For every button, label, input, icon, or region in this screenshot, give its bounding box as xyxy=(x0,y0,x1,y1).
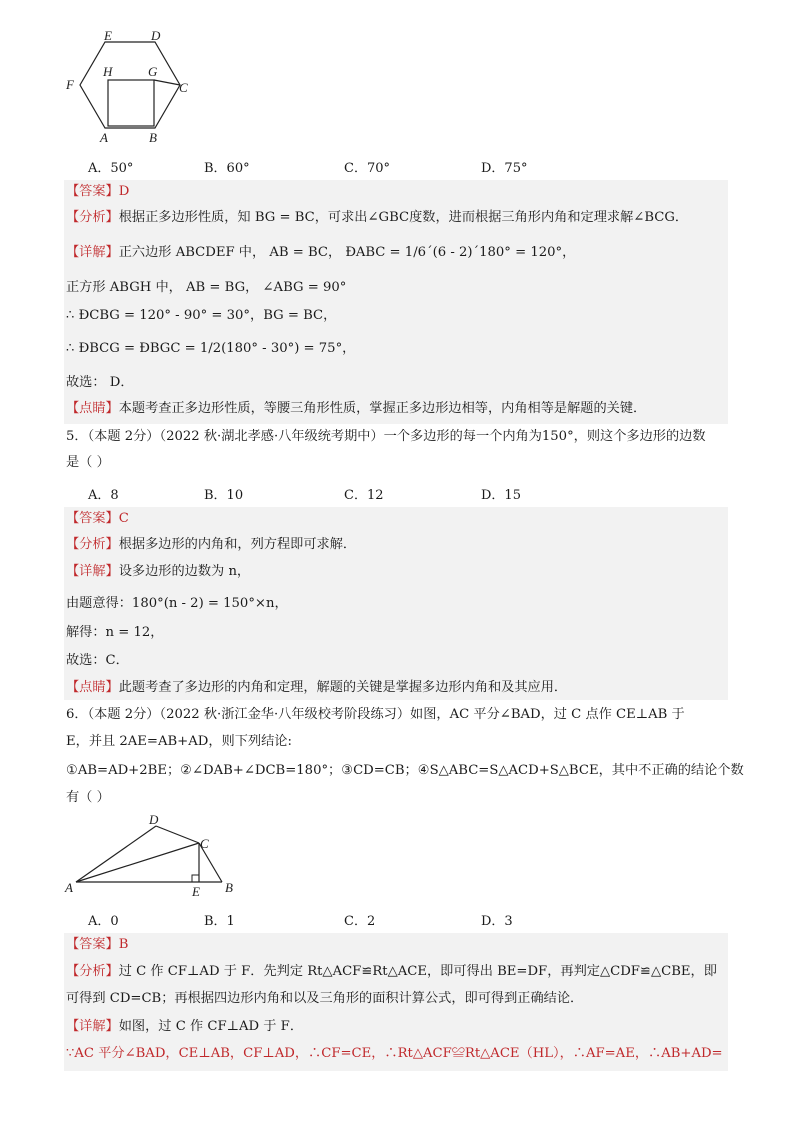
q5-choose: 故选：C． xyxy=(66,653,129,668)
q6-detail-2: ∵AC 平分∠BAD，CE⊥AB，CF⊥AD，∴CF=CE，∴Rt△ACF≌Rt△ACE（HL），∴AF=AE，∴AB+AD= xyxy=(66,1046,723,1061)
q4-answer: 【答案】D xyxy=(66,184,130,199)
q6-option-c[interactable]: C．2 xyxy=(344,914,376,929)
label-e: E xyxy=(192,884,200,899)
label-b: B xyxy=(149,130,157,145)
q4-option-c[interactable]: C．70° xyxy=(344,161,390,176)
q6-analysis-2: 可得到 CD=CB；再根据四边形内角和以及三角形的面积计算公式，即可得到正确结论． xyxy=(66,991,584,1006)
q5-analysis-text: 根据多边形的内角和，列方程即可求解． xyxy=(118,537,357,552)
q6-analysis-1 xyxy=(66,963,717,981)
q5-stem-1: 5．（本题 2分）（2022 秋·湖北孝感·八年级统考期中）一个多边形的每一个内角为150°，则这个多边形的边数 xyxy=(66,429,706,444)
q6-stem-4: 有（ ） xyxy=(66,790,110,805)
q4-option-a[interactable]: A．50° xyxy=(88,161,134,176)
label-a: A xyxy=(65,880,73,895)
q6-stem-3: ①AB=AD+2BE；②∠DAB+∠DCB=180°；③CD=CB；④S△ABC=S△ACD+S△BCE，其中不正确的结论个数 xyxy=(66,763,744,778)
label-g: G xyxy=(148,64,158,79)
q4-comment-text: 本题考查正多边形性质，等腰三角形性质，掌握正多边形边相等，内角相等是解题的关键． xyxy=(118,401,647,416)
label-c: C xyxy=(200,836,209,851)
segment-ac xyxy=(76,843,199,882)
segment-gc xyxy=(154,80,180,85)
label-d: D xyxy=(149,812,159,827)
q6-options xyxy=(88,910,728,928)
q5-comment xyxy=(66,679,567,697)
q4-detail-4: ∴ ÐBCG = ÐBGC = 1/2(180° - 30°) = 75°， xyxy=(66,341,356,356)
q4-comment-tag: 【点睛】 xyxy=(66,401,119,416)
label-h: H xyxy=(103,64,113,79)
q4-option-d[interactable]: D．75° xyxy=(481,161,528,176)
q4-comment xyxy=(66,400,646,418)
segment-dc xyxy=(156,826,199,843)
q5-detail-1-text: 设多边形的边数为 n， xyxy=(118,564,251,579)
label-d: D xyxy=(151,28,161,43)
triangle-figure xyxy=(60,810,250,900)
q5-detail-2: 由题意得：180°(n - 2) = 150°×n， xyxy=(66,596,288,611)
q5-comment-text: 此题考查了多边形的内角和定理，解题的关键是掌握多边形内角和及其应用． xyxy=(118,680,568,695)
q4-options xyxy=(88,157,728,175)
q4-detail-1 xyxy=(66,244,575,262)
q5-options xyxy=(88,484,728,502)
q4-detail-2: 正方形 ABGH 中， AB = BG， ∠ABG = 90° xyxy=(66,280,347,295)
q6-option-b[interactable]: B．1 xyxy=(204,914,235,929)
q5-analysis xyxy=(66,536,356,554)
square-abgh xyxy=(108,80,154,126)
label-b: B xyxy=(225,880,233,895)
q6-stem-1: 6．（本题 2分）（2022 秋·浙江金华·八年级校考阶段练习）如图，AC 平分∠BAD，过 C 点作 CE⊥AB 于 xyxy=(66,707,685,722)
q4-analysis-text: 根据正多边形性质，知 BG = BC，可求出∠GBC度数，进而根据三角形内角和定理求解∠BCG． xyxy=(118,210,689,225)
hexagon-abcdef xyxy=(80,42,180,128)
q5-option-a[interactable]: A．8 xyxy=(88,488,119,503)
q5-answer: 【答案】C xyxy=(66,511,129,526)
q5-option-b[interactable]: B．10 xyxy=(204,488,244,503)
q5-detail-3: 解得：n = 12， xyxy=(66,625,164,640)
q6-option-d[interactable]: D．3 xyxy=(481,914,513,929)
q6-detail-1 xyxy=(66,1018,303,1036)
q4-analysis-tag: 【分析】 xyxy=(66,210,119,225)
q4-detail-1-text: 正六边形 ABCDEF 中， AB = BC， ÐABC = 1/6´(6 - 2)´180° = 120°， xyxy=(118,245,576,260)
q5-comment-tag: 【点睛】 xyxy=(66,680,119,695)
q5-option-d[interactable]: D．15 xyxy=(481,488,521,503)
q4-detail-3: ∴ ÐCBG = 120° - 90° = 30°，BG = BC， xyxy=(66,308,337,323)
q6-analysis-tag: 【分析】 xyxy=(66,964,119,979)
label-a: A xyxy=(100,130,108,145)
q4-detail-tag: 【详解】 xyxy=(66,245,119,260)
label-c: C xyxy=(179,80,188,95)
label-e: E xyxy=(104,28,112,43)
q5-option-c[interactable]: C．12 xyxy=(344,488,384,503)
q4-choose: 故选： D． xyxy=(66,375,134,390)
label-f: F xyxy=(66,77,74,92)
q5-analysis-tag: 【分析】 xyxy=(66,537,119,552)
q5-detail-tag: 【详解】 xyxy=(66,564,119,579)
hexagon-square-figure xyxy=(60,22,230,150)
q6-detail-tag: 【详解】 xyxy=(66,1019,119,1034)
q6-detail-1-text: 如图，过 C 作 CF⊥AD 于 F． xyxy=(118,1019,304,1034)
right-angle-mark xyxy=(192,875,199,882)
q6-answer: 【答案】B xyxy=(66,937,129,952)
q6-stem-2: E，并且 2AE=AB+AD，则下列结论: xyxy=(66,734,292,749)
q4-analysis xyxy=(66,209,688,227)
q6-analysis-1-text: 过 C 作 CF⊥AD 于 F．先判定 Rt△ACF≌Rt△ACE，即可得出 BE=DF，再判定△CDF≌△CBE，即 xyxy=(118,964,717,979)
segment-ad xyxy=(76,826,156,882)
q5-stem-2: 是（ ） xyxy=(66,455,110,470)
q5-detail-1 xyxy=(66,563,250,581)
q4-option-b[interactable]: B．60° xyxy=(204,161,250,176)
q6-option-a[interactable]: A．0 xyxy=(88,914,119,929)
